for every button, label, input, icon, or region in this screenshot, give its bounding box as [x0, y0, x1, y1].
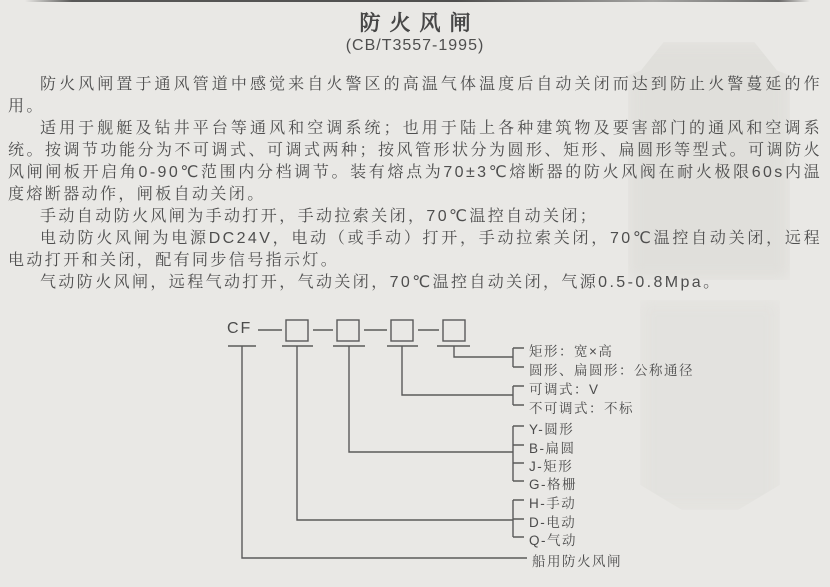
- code-box-1: [286, 320, 308, 341]
- standard-number: (CB/T3557-1995): [345, 37, 485, 54]
- code-box-4: [443, 320, 465, 341]
- connector-drive-type-group: [297, 346, 524, 537]
- label-shape-round: Y-圆形: [529, 422, 575, 437]
- connector-adjustability-group: [402, 346, 524, 405]
- label-non-adjustable: 不可调式：不标: [529, 401, 634, 416]
- label-round-size: 圆形、扁圆形：公称通径: [529, 363, 694, 378]
- label-drive-pneumatic: Q-气动: [529, 533, 577, 548]
- label-shape-grille: G-格栅: [529, 477, 577, 492]
- label-drive-electric: D-电动: [529, 515, 577, 530]
- code-box-2: [337, 320, 359, 341]
- code-box-3: [391, 320, 413, 341]
- label-shape-flat-oval: B-扁圆: [529, 441, 576, 456]
- label-product-name: 船用防火风闸: [532, 554, 622, 569]
- paragraph-electric-type: 电动防火风闸为电源DC24V，电动（或手动）打开，手动拉索关闭，70℃温控自动关闭，远程电动打开和关闭，配有同步信号指示灯。: [8, 230, 822, 269]
- model-prefix: CF: [227, 320, 253, 337]
- label-rect-size: 矩形：宽×高: [529, 344, 614, 359]
- label-drive-manual: H-手动: [529, 496, 577, 511]
- page-title: 防火风闸: [359, 12, 480, 35]
- connector-duct-shape-group: [349, 346, 524, 481]
- paragraph-application: 适用于舰艇及钻井平台等通风和空调系统；也用于陆上各种建筑物及要害部门的通风和空调系统。按调节功能分为不可调式、可调式两种；按风管形状分为圆形、矩形、扁圆形等型式。可调防火风闸闸板开启角0-90℃范围内分档调节。装有熔点为70±3℃熔断器的防火风阀在耐火极限60s内温度熔断器动作，闸板自动关闭。: [8, 120, 822, 203]
- paragraph-manual-type: 手动自动防火风闸为手动打开，手动拉索关闭，70℃温控自动关闭；: [40, 208, 599, 225]
- paragraph-pneumatic-type: 气动防火风闸，远程气动打开，气动关闭，70℃温控自动关闭，气源0.5-0.8Mpa。: [40, 274, 722, 291]
- label-adjustable: 可调式：V: [529, 382, 600, 397]
- label-shape-rect: J-矩形: [529, 459, 574, 474]
- connector-size-group: [454, 346, 524, 367]
- paragraph-overview: 防火风闸置于通风管道中感觉来自火警区的高温气体温度后自动关闭而达到防止火警蔓延的作用。: [8, 76, 822, 115]
